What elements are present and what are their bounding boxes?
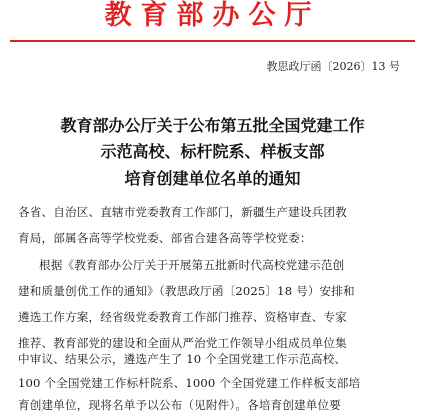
body-line-3: 根据《教育部办公厅关于开展第五批新时代高校党建示范创 (39, 258, 345, 272)
body-line-8: 100 个全国党建工作标杆院系、1000 个全国党建工作样板支部培 (18, 376, 361, 390)
body-line-5: 遴选工作方案，经省级党委教育工作部门推荐、资格审查、专家 (18, 310, 347, 324)
notice-title-line-1: 教育部办公厅关于公布第五批全国党建工作 (60, 116, 365, 135)
notice-title-line-3: 培育创建单位名单的通知 (124, 169, 301, 188)
document-number: 教思政厅函〔2026〕13 号 (266, 60, 400, 73)
letterhead-title: 教育部办公厅 (104, 0, 321, 31)
body-line-2: 育局，部属各高等学校党委、部省合建各高等学校党委： (18, 231, 312, 245)
notice-title-line-2: 示范高校、标杆院系、样板支部 (100, 142, 325, 161)
body-line-9: 育创建单位，现将名单予以公布（见附件）。各培育创建单位要 (18, 398, 342, 412)
body-line-6: 推荐、教育部党的建设和全面从严治党工作领导小组成员单位集 (18, 336, 347, 350)
body-line-4: 建和质量创优工作的通知》（教思政厅函〔2025〕18 号）安排和 (18, 284, 355, 298)
red-divider-rule (10, 40, 415, 42)
body-line-7: 中审议、结果公示，遴选产生了 10 个全国党建工作示范高校、 (18, 352, 347, 366)
body-line-1: 各省、自治区、直辖市党委教育工作部门，新疆生产建设兵团教 (18, 205, 347, 219)
